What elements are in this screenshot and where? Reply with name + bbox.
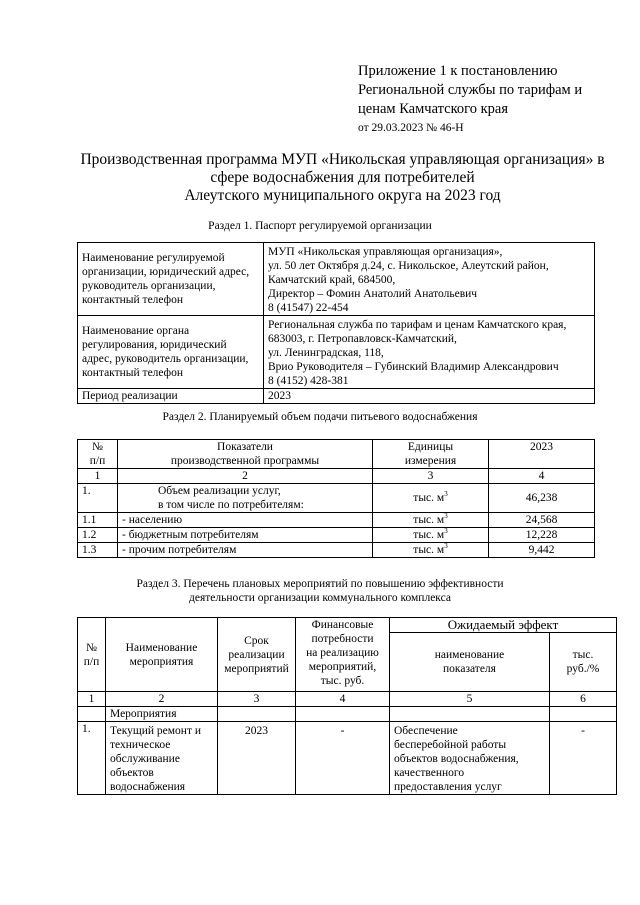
- row-unit: тыс. $м^3$: [373, 543, 489, 558]
- header-indicator: Показатели производственной программы: [118, 440, 373, 469]
- row-number: 1.3: [78, 543, 118, 558]
- table-row: [78, 243, 595, 316]
- row-name: - населению: [118, 513, 373, 528]
- title-line: Алеутского муниципального округа на 2023 год: [184, 187, 501, 204]
- header-effect: Ожидаемый эффект: [390, 618, 617, 633]
- row-unit: тыс. $м^3$: [373, 484, 489, 513]
- title-line: сфере водоснабжения для потребителей: [210, 169, 475, 186]
- header-year: 2023: [489, 440, 595, 469]
- row-name: - прочим потребителям: [118, 543, 373, 558]
- table-row: [78, 484, 595, 513]
- measures-table: [77, 617, 617, 795]
- row-term: 2023: [218, 722, 296, 795]
- row-value: 24,568: [489, 513, 595, 528]
- passport-label: Наименование регулируемой организации, юридический адрес, руководитель организации, контактный телефон: [78, 243, 264, 316]
- appendix-line: Приложение 1 к постановлению: [358, 63, 558, 79]
- table-row: [78, 513, 595, 528]
- appendix-line: Региональной службы по тарифам и: [358, 82, 583, 98]
- column-number: 2: [106, 692, 218, 707]
- row-value: 46,238: [489, 484, 595, 513]
- section2-heading: Раздел 2. Планируемый объем подачи питьевого водоснабжения: [162, 411, 478, 423]
- header-finance: Финансовые потребности на реализацию мероприятий, тыс. руб.: [296, 618, 390, 692]
- row-name: Текущий ремонт и техническое обслуживание объектов водоснабжения: [106, 722, 218, 795]
- column-number-row: [78, 692, 617, 707]
- group-row: [78, 707, 617, 722]
- row-number: 1.2: [78, 528, 118, 543]
- header-unit: Единицы измерения: [373, 440, 489, 469]
- row-number: 1.: [78, 484, 118, 513]
- passport-value: МУП «Никольская управляющая организация», ул. 50 лет Октября д.24, с. Никольское, Алеутский район, Камчатский край, 684500, Директор – Фомин Анатолий Анатольевич 8 (41547) 22-454: [264, 243, 595, 316]
- header-term: Срок реализации мероприятий: [218, 618, 296, 692]
- passport-label: Наименование органа регулирования, юридический адрес, руководитель организации, контактный телефон: [78, 316, 264, 389]
- section3-heading: Раздел 3. Перечень плановых мероприятий по повышению эффективности деятельности организации коммунального комплекса: [136, 578, 504, 604]
- column-number: 3: [373, 469, 489, 484]
- header-num: № п/п: [78, 618, 106, 692]
- row-finance: -: [296, 722, 390, 795]
- column-number: 1: [78, 469, 118, 484]
- table-row: [78, 528, 595, 543]
- header-effect-name: наименование показателя: [390, 633, 550, 692]
- row-unit: тыс. $м^3$: [373, 528, 489, 543]
- column-number: 3: [218, 692, 296, 707]
- row-value: 12,228: [489, 528, 595, 543]
- column-number: 1: [78, 692, 106, 707]
- appendix-note: [358, 62, 628, 137]
- column-number: 2: [118, 469, 373, 484]
- row-name: - бюджетным потребителям: [118, 528, 373, 543]
- header-name: Наименование мероприятия: [106, 618, 218, 692]
- passport-value: 2023: [264, 389, 595, 404]
- row-effect-name: Обеспечение бесперебойной работы объектов водоснабжения, качественного предоставления услуг: [390, 722, 550, 795]
- title-line: Производственная программа МУП «Никольская управляющая организация» в: [80, 151, 605, 168]
- row-name: Объем реализации услуг, в том числе по потребителям:: [118, 484, 373, 513]
- group-label: Мероприятия: [106, 707, 218, 722]
- row-number: 1.1: [78, 513, 118, 528]
- column-number: 4: [489, 469, 595, 484]
- table-row: [78, 722, 617, 795]
- volume-table: [77, 439, 595, 558]
- passport-table: [77, 242, 595, 404]
- table-header-row: [78, 618, 617, 633]
- document-title: [70, 151, 615, 205]
- row-unit: тыс. $м^3$: [373, 513, 489, 528]
- table-header-row: [78, 440, 595, 469]
- header-num: № п/п: [78, 440, 118, 469]
- header-effect-value: тыс. руб./%: [550, 633, 617, 692]
- passport-value: Региональная служба по тарифам и ценам Камчатского края, 683003, г. Петропавловск-Камчатский, ул. Ленинградская, 118, Врио Руководителя – Губинский Владимир Александрович 8 (4152) 428-381: [264, 316, 595, 389]
- row-value: 9,442: [489, 543, 595, 558]
- passport-label: Период реализации: [78, 389, 264, 404]
- column-number-row: [78, 469, 595, 484]
- column-number: 6: [550, 692, 617, 707]
- column-number: 5: [390, 692, 550, 707]
- row-effect-value: -: [550, 722, 617, 795]
- appendix-line: ценам Камчатского края: [358, 101, 509, 117]
- appendix-line: от 29.03.2023 № 46-Н: [358, 122, 464, 134]
- table-row: [78, 389, 595, 404]
- table-row: [78, 543, 595, 558]
- table-row: [78, 316, 595, 389]
- row-number: 1.: [78, 722, 106, 795]
- column-number: 4: [296, 692, 390, 707]
- section1-heading: Раздел 1. Паспорт регулируемой организации: [208, 220, 432, 232]
